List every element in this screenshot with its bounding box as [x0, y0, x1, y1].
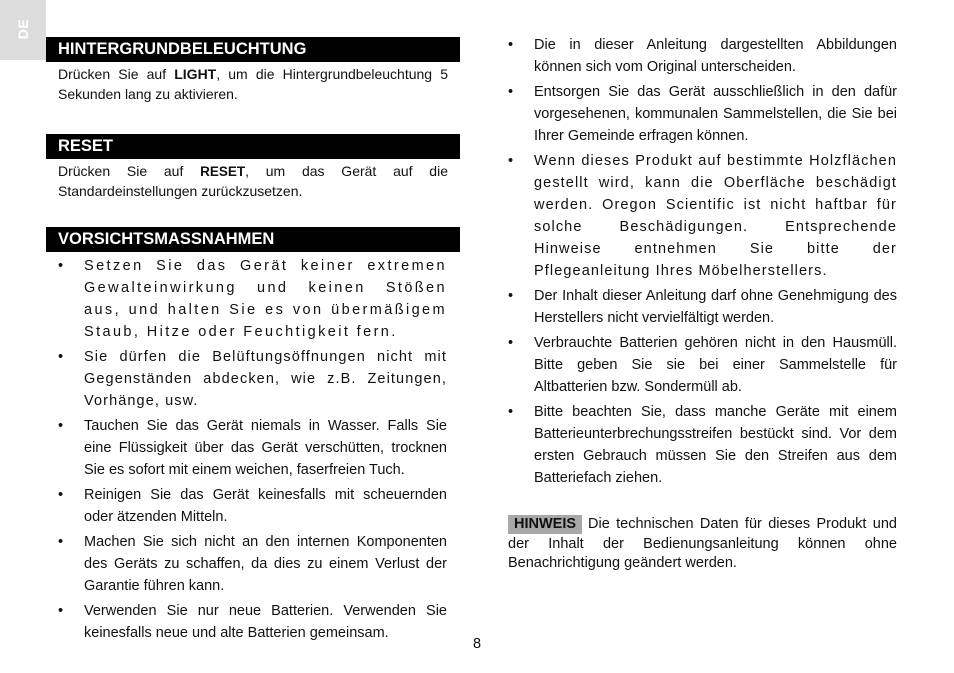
list-item: • Verbrauchte Batterien gehören nicht in den Hausmüll. Bitte geben Sie sie bei einer Sammelstelle für Altbatterien bzw. Sondermüll ab. [508, 332, 897, 398]
bullet-dot: • [58, 418, 64, 434]
list-item: • Die in dieser Anleitung dargestellten Abbildungen können sich vom Original unterscheiden. [508, 34, 897, 78]
section-title-reset: RESET [46, 134, 460, 159]
bullet-dot: • [58, 258, 66, 274]
bullet-dot: • [58, 534, 64, 550]
left-column [46, 37, 460, 647]
bullet-dot: • [58, 603, 64, 619]
list-item: • Machen Sie sich nicht an den internen Komponenten des Geräts zu schaffen, da dies zu einem Verlust der Garantie führen kann. [58, 531, 447, 597]
list-item: • Verwenden Sie nur neue Batterien. Verwenden Sie keinesfalls neue und alte Batterien gemeinsam. [58, 600, 447, 644]
bullet-dot: • [508, 153, 515, 169]
reset-key-label: RESET [200, 164, 246, 179]
bullet-dot: • [58, 349, 65, 365]
bullet-dot: • [508, 288, 514, 304]
list-item: • Bitte beachten Sie, dass manche Geräte mit einem Batterieunterbrechungsstreifen bestückt sind. Vor dem ersten Gebrauch müssen Sie den Streifen aus dem Batteriefach ziehen. [508, 401, 897, 489]
bullet-dot: • [508, 335, 514, 351]
list-item: • Wenn dieses Produkt auf bestimmte Holzflächen gestellt wird, kann die Oberfläche beschädigt werden. Oregon Scientific ist nicht haftbar für solche Beschädigungen. Entsprechende Hinweise entnehmen Sie bitte der Pflegeanleitung Ihres Möbelherstellers. [508, 150, 897, 282]
light-key-label: LIGHT [174, 66, 217, 82]
list-item: • Setzen Sie das Gerät keiner extremen Gewalteinwirkung und keinen Stößen aus, und halten Sie es von übermäßigem Staub, Hitze oder Feuchtigkeit fern. [58, 255, 447, 343]
bullet-dot: • [508, 37, 514, 53]
list-item: • Tauchen Sie das Gerät niemals in Wasser. Falls Sie eine Flüssigkeit über das Gerät verschütten, trocknen Sie es sofort mit einem weichen, faserfreien Tuch. [58, 415, 447, 481]
note-paragraph [508, 515, 897, 574]
note-badge: HINWEIS [508, 515, 582, 534]
precautions-list-left [58, 255, 447, 644]
backlight-paragraph [58, 65, 448, 104]
language-label: DE [15, 18, 31, 40]
page-number: 8 [472, 636, 482, 652]
list-item: • Der Inhalt dieser Anleitung darf ohne Genehmigung des Herstellers nicht vervielfältigt werden. [508, 285, 897, 329]
right-column [508, 34, 897, 588]
backlight-text-before: Drücken Sie auf [58, 66, 175, 82]
reset-text-after: , um das Gerät auf die Standardeinstellungen zurückzusetzen. [58, 163, 448, 199]
bullet-dot: • [508, 84, 514, 100]
bullet-dot: • [508, 404, 514, 420]
reset-paragraph [58, 162, 448, 201]
reset-text-before: Drücken Sie auf [58, 163, 201, 179]
note-text: Die technischen Daten für dieses Produkt und der Inhalt der Bedienungsanleitung können ohne Benachrichtigung geändert werden. [508, 516, 897, 571]
list-item: • Entsorgen Sie das Gerät ausschließlich in den dafür vorgesehenen, kommunalen Sammelstellen, die Sie bei Ihrer Gemeinde erfragen können. [508, 81, 897, 147]
section-title-backlight: HINTERGRUNDBELEUCHTUNG [46, 37, 460, 62]
list-item: • Reinigen Sie das Gerät keinesfalls mit scheuernden oder ätzenden Mitteln. [58, 484, 447, 528]
precautions-list-right [508, 34, 897, 489]
bullet-dot: • [58, 487, 64, 503]
backlight-text-after: , um die Hintergrundbeleuchtung 5 Sekunden lang zu aktivieren. [58, 66, 449, 102]
list-item: • Sie dürfen die Belüftungsöffnungen nicht mit Gegenständen abdecken, wie z.B. Zeitungen, Vorhänge, usw. [58, 346, 447, 412]
section-title-precautions: VORSICHTSMASSNAHMEN [46, 227, 460, 252]
language-tab [0, 0, 46, 60]
